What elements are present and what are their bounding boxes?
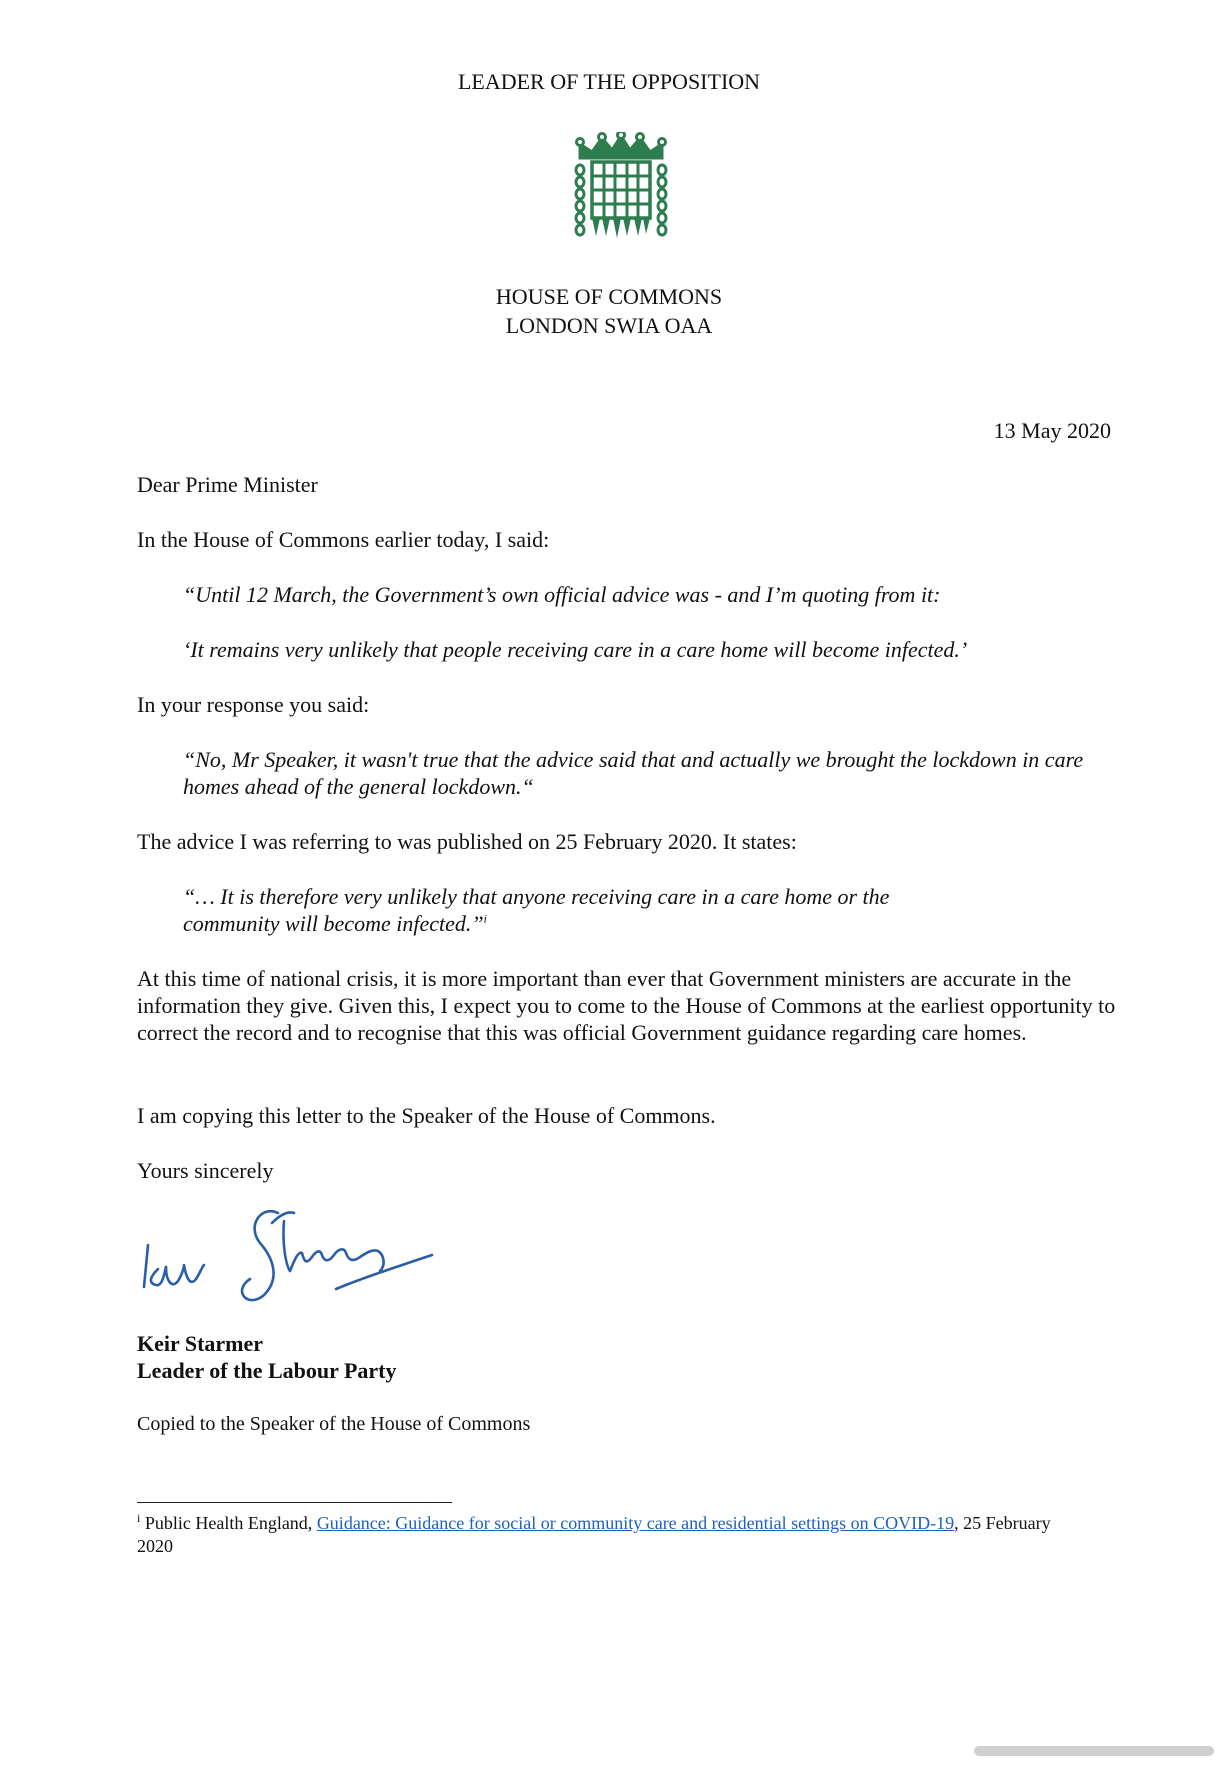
office-heading: LEADER OF THE OPPOSITION bbox=[457, 69, 761, 94]
footnote-prefix: Public Health England, bbox=[144, 1513, 317, 1533]
footnote-reference[interactable]: i bbox=[483, 911, 487, 926]
advice-intro: The advice I was referring to was published on 25 February 2020. It states: bbox=[137, 829, 797, 854]
address-line-1: HOUSE OF COMMONS bbox=[495, 284, 723, 309]
crisis-paragraph: At this time of national crisis, it is more important than ever that Government ministers are accurate in the information they give. Given this, I expect you to come to the House of Commons at the earliest opportunity to correct the record and to recognise that this was official Government guidance regarding care homes. bbox=[137, 966, 1116, 1045]
advice-quote-text: “… It is therefore very unlikely that anyone receiving care in a care home or the community will become infected.” bbox=[183, 884, 890, 936]
horizontal-scrollbar[interactable] bbox=[974, 1746, 1214, 1756]
closing: Yours sincerely bbox=[137, 1158, 274, 1183]
footnote bbox=[137, 1512, 1077, 1558]
portcullis-crest-icon bbox=[572, 132, 670, 244]
advice-quote bbox=[183, 883, 963, 937]
footnote-mark: i bbox=[137, 1511, 141, 1525]
response-intro: In your response you said: bbox=[137, 692, 370, 717]
address-line-2: LONDON SWIA OAA bbox=[505, 313, 713, 338]
signatory-title: Leader of the Labour Party bbox=[137, 1358, 397, 1383]
copying-paragraph: I am copying this letter to the Speaker of the House of Commons. bbox=[137, 1103, 716, 1128]
footnote-suffix: , 25 February 2020 bbox=[137, 1513, 1051, 1556]
salutation: Dear Prime Minister bbox=[137, 472, 318, 497]
footnote-guidance-link[interactable]: Guidance: Guidance for social or community care and residential settings on COVID-19 bbox=[316, 1513, 955, 1533]
quote-1: “Until 12 March, the Government’s own official advice was - and I’m quoting from it: bbox=[183, 582, 941, 607]
intro-paragraph: In the House of Commons earlier today, I said: bbox=[137, 527, 550, 552]
handwritten-signature-icon bbox=[140, 1195, 450, 1315]
response-quote: “No, Mr Speaker, it wasn't true that the advice said that and actually we brought the lockdown in care homes ahead of the general lockdown.“ bbox=[183, 747, 1084, 799]
letter-date: 13 May 2020 bbox=[993, 418, 1111, 443]
cc-line: Copied to the Speaker of the House of Commons bbox=[137, 1413, 531, 1435]
footnote-divider bbox=[137, 1502, 452, 1503]
quote-2: ‘It remains very unlikely that people receiving care in a care home will become infected.’ bbox=[183, 637, 968, 662]
signatory-name: Keir Starmer bbox=[137, 1331, 264, 1356]
